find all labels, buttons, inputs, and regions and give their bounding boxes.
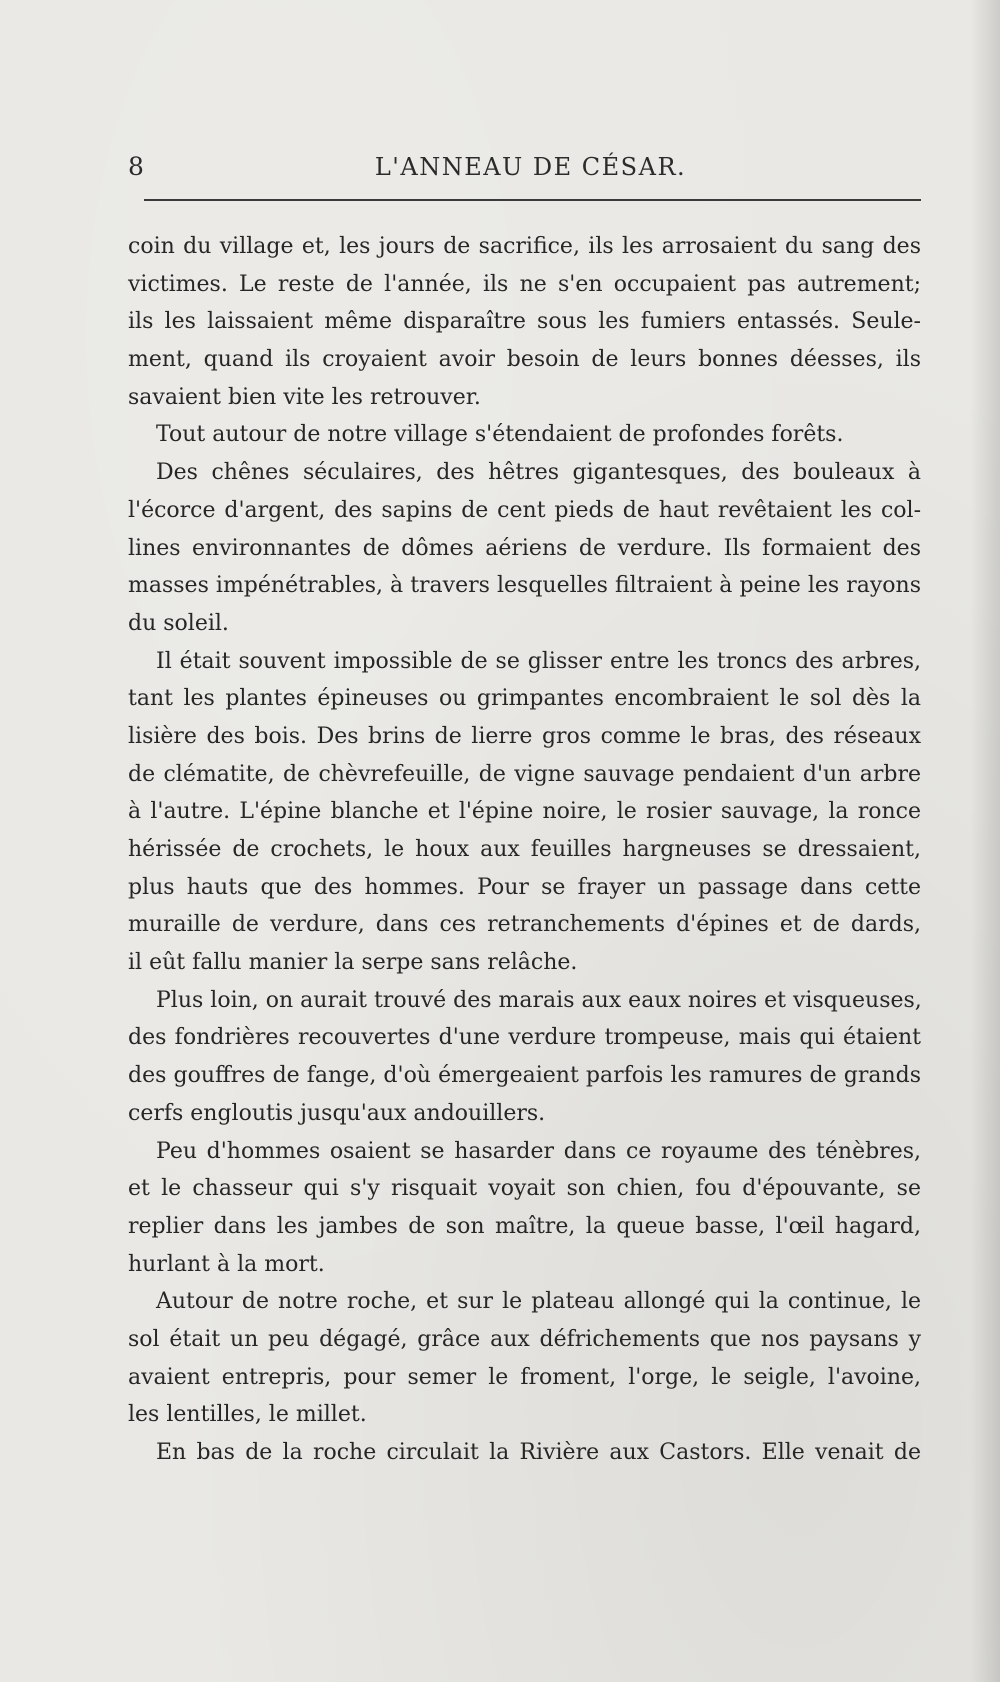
text-line: lines environnantes de dômes aériens de verdure. Ils formaient des bbox=[128, 535, 921, 561]
text-line: lisière des bois. Des brins de lierre gros comme le bras, des réseaux bbox=[128, 723, 921, 749]
text-line: muraille de verdure, dans ces retranchements d'épines et de dards, bbox=[128, 912, 921, 938]
text-line: Autour de notre roche, et sur le plateau allongé qui la continue, le bbox=[156, 1289, 921, 1315]
text-line: du soleil. bbox=[128, 610, 229, 636]
running-title: L'ANNEAU DE CÉSAR. bbox=[374, 153, 687, 181]
text-line: des gouffres de fange, d'où émergeaient parfois les ramures de grands bbox=[128, 1063, 921, 1089]
text-line: Plus loin, on aurait trouvé des marais aux eaux noires et visqueuses, bbox=[156, 987, 922, 1013]
body-text bbox=[128, 228, 921, 1472]
text-line: Il était souvent impossible de se glisser entre les troncs des arbres, bbox=[156, 648, 921, 674]
text-line: ment, quand ils croyaient avoir besoin de leurs bonnes déesses, ils bbox=[128, 347, 921, 373]
text-line: avaient entrepris, pour semer le froment, l'orge, le seigle, l'avoine, bbox=[128, 1364, 921, 1390]
text-line: Peu d'hommes osaient se hasarder dans ce royaume des ténèbres, bbox=[156, 1138, 921, 1164]
text-line: victimes. Le reste de l'année, ils ne s'en occupaient pas autrement; bbox=[128, 271, 921, 297]
running-head bbox=[128, 150, 921, 184]
text-line: l'écorce d'argent, des sapins de cent pieds de haut revêtaient les col- bbox=[128, 497, 921, 523]
text-line: tant les plantes épineuses ou grimpantes encombraient le sol dès la bbox=[128, 686, 921, 712]
text-line: savaient bien vite les retrouver. bbox=[128, 384, 481, 410]
text-line: à l'autre. L'épine blanche et l'épine noire, le rosier sauvage, la ronce bbox=[128, 799, 921, 825]
text-line: replier dans les jambes de son maître, la queue basse, l'œil hagard, bbox=[128, 1213, 921, 1239]
text-line: hurlant à la mort. bbox=[128, 1251, 325, 1277]
text-line: cerfs engloutis jusqu'aux andouillers. bbox=[128, 1100, 546, 1126]
text-line: des fondrières recouvertes d'une verdure trompeuse, mais qui étaient bbox=[128, 1025, 921, 1051]
text-line: masses impénétrables, à travers lesquelles filtraient à peine les rayons bbox=[128, 573, 921, 599]
text-line: hérissée de crochets, le houx aux feuilles hargneuses se dressaient, bbox=[128, 837, 921, 862]
text-line: ils les laissaient même disparaître sous les fumiers entassés. Seule- bbox=[128, 309, 921, 335]
text-line: plus hauts que des hommes. Pour se frayer un passage dans cette bbox=[128, 874, 921, 900]
text-line: les lentilles, le millet. bbox=[128, 1402, 367, 1428]
text-line: En bas de la roche circulait la Rivière aux Castors. Elle venait de bbox=[156, 1440, 921, 1465]
text-line: Des chênes séculaires, des hêtres gigantesques, des bouleaux à bbox=[156, 460, 921, 486]
text-line: il eût fallu manier la serpe sans relâche. bbox=[128, 950, 578, 976]
page-number: 8 bbox=[128, 152, 144, 181]
text-line: Tout autour de notre village s'étendaient de profondes forêts. bbox=[156, 422, 844, 448]
text-line: de clématite, de chèvrefeuille, de vigne sauvage pendaient d'un arbre bbox=[128, 761, 921, 787]
text-line: et le chasseur qui s'y risquait voyait son chien, fou d'épouvante, se bbox=[128, 1176, 921, 1202]
header-rule bbox=[144, 199, 921, 201]
text-line: sol était un peu dégagé, grâce aux défrichements que nos paysans y bbox=[128, 1326, 921, 1352]
text-line: coin du village et, les jours de sacrifice, ils les arrosaient du sang des bbox=[128, 234, 921, 259]
